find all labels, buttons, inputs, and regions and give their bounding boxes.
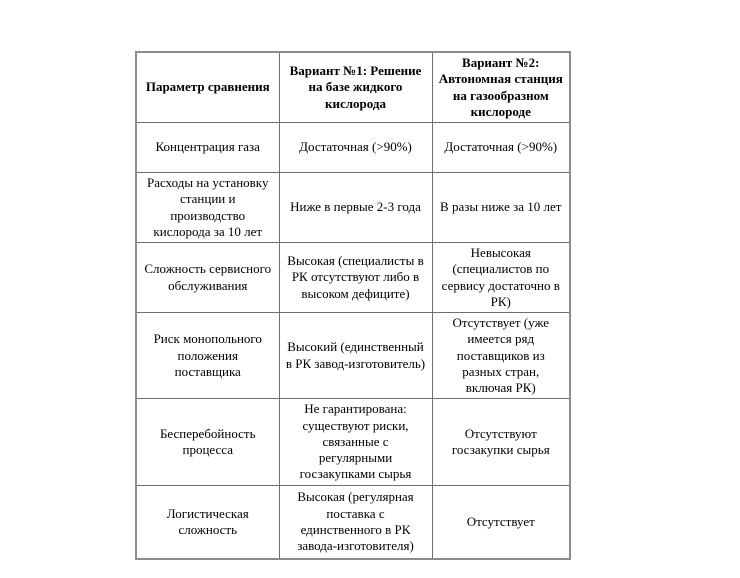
table-row xyxy=(136,399,570,485)
comparison-table xyxy=(135,51,571,560)
table-row xyxy=(136,173,570,243)
row-variant1-value: Достаточная (>90%) xyxy=(279,123,432,173)
row-param-label: Концентрация газа xyxy=(136,123,279,173)
row-variant2-value: Отсутствуют госзакупки сырья xyxy=(432,399,570,485)
row-param-label: Бесперебойность процесса xyxy=(136,399,279,485)
row-variant1-value: Ниже в первые 2-3 года xyxy=(279,173,432,243)
table-row xyxy=(136,243,570,313)
row-variant1-value: Высокий (единственный в РК завод-изготовитель) xyxy=(279,313,432,399)
header-variant-2: Вариант №2: Автономная станция на газообразном кислороде xyxy=(432,52,570,123)
table-row xyxy=(136,485,570,559)
row-variant2-value: Отсутствует xyxy=(432,485,570,559)
header-variant-1: Вариант №1: Решение на базе жидкого кислорода xyxy=(279,52,432,123)
row-variant2-value: Отсутствует (уже имеется ряд поставщиков из разных стран, включая РК) xyxy=(432,313,570,399)
row-variant1-value: Не гарантирована: существуют риски, связанные с регулярными госзакупками сырья xyxy=(279,399,432,485)
row-param-label: Риск монопольного положения поставщика xyxy=(136,313,279,399)
row-variant1-value: Высокая (специалисты в РК отсутствуют либо в высоком дефиците) xyxy=(279,243,432,313)
table-row xyxy=(136,313,570,399)
row-variant1-value: Высокая (регулярная поставка с единственного в РК завода-изготовителя) xyxy=(279,485,432,559)
header-parameter: Параметр сравнения xyxy=(136,52,279,123)
row-param-label: Сложность сервисного обслуживания xyxy=(136,243,279,313)
row-param-label: Логистическая сложность xyxy=(136,485,279,559)
row-variant2-value: Достаточная (>90%) xyxy=(432,123,570,173)
row-param-label: Расходы на установку станции и производство кислорода за 10 лет xyxy=(136,173,279,243)
table-header-row xyxy=(136,52,570,123)
row-variant2-value: В разы ниже за 10 лет xyxy=(432,173,570,243)
table-row xyxy=(136,123,570,173)
row-variant2-value: Невысокая (специалистов по сервису достаточно в РК) xyxy=(432,243,570,313)
